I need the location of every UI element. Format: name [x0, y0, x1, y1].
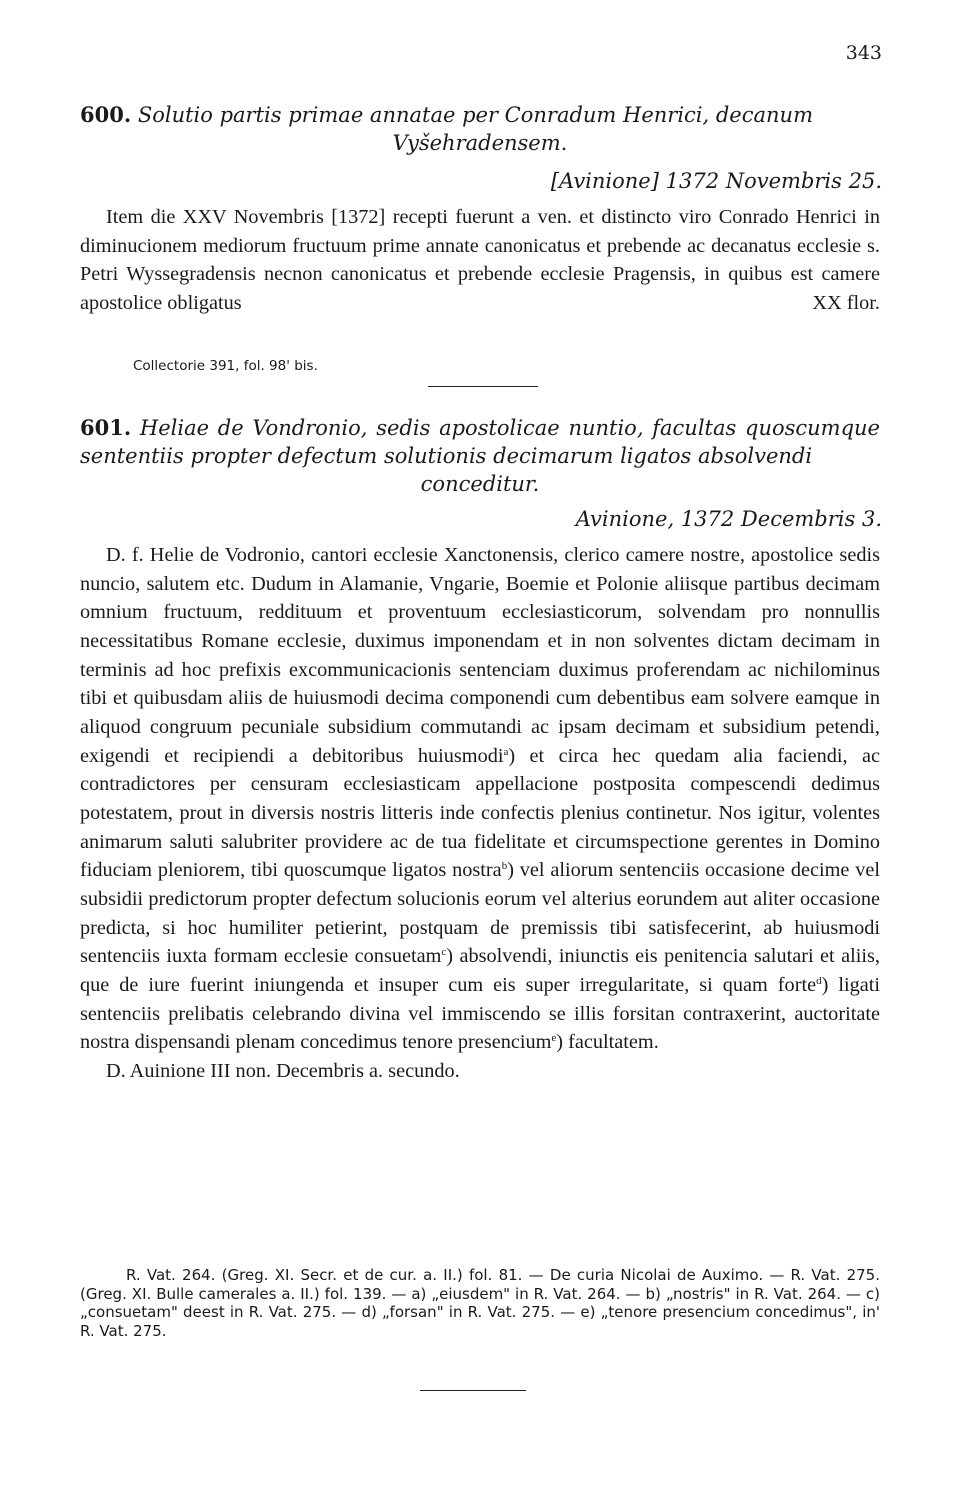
entry-601-title: Heliae de Vondronio, sedis apostolicae nuntio, facultas quoscumque sententiis propter defectum solutionis decimarum ligatos absolvendi — [80, 416, 880, 468]
entry-600-title: Solutio partis primae annatae per Conradum Henrici, decanum — [137, 103, 813, 127]
letter-text-4: ) absolvendi, iniunctis eis penitencia salutari et aliis, que de iure fuerint iniungenda et insuper cum eis super irregularitate, si quam forte — [80, 945, 880, 996]
entry-600-title-cont: Vyšehradensem. — [392, 131, 568, 155]
entry-601-notes — [80, 1266, 880, 1340]
letter-text-5: ) ligati sentenciis prelibatis celebrando divina vel immiscendo se illis forsitan contraxerint, auctoritate nostra dispensandi plenam concedimus tenore presencium — [80, 973, 880, 1054]
letter-text-3: ) vel aliorum sentenciis occasione decime vel subsidii predictorum propter defectum solucionis eorum vel alterius eorundem aut aliter occasione predicta, si hoc humiliter petierint, postquam de premissis tibi satisfecerint, ab huiusmodi sentenciis iuxta formam ecclesie consuetam — [80, 859, 880, 968]
footnote-mark-a: a — [503, 745, 509, 758]
letter-text-2: ) et circa hec quedam alia faciendi, ac contradictores per censuram ecclesiasticam appellacione postposita compescendi dedimus potestatem, prout in diversis nostris litteris inde confectis plenius continetur. Nos igitur, volentes animarum saluti salubriter providere ac de tua fidelitate et circumspectione gerentes in Domino fiduciam pleniorem, tibi quoscumque ligatos nostra — [80, 744, 880, 882]
entry-600-text: Item die XXV Novembris [1372] recepti fuerunt a ven. et distincto viro Conrado Henrici in diminucionem mediorum fructuum prime annate canonicatus et prebende ac decanatus ecclesie s. Petri Wyssegradensis necnon canonicatus et prebende ecclesie Pragensis, in quibus est camere apostolice obligatus — [80, 206, 880, 314]
footnote-mark-d: d — [816, 974, 822, 987]
entry-600-body — [80, 203, 880, 318]
section-divider — [428, 386, 538, 387]
footnote-mark-e: e — [551, 1032, 557, 1045]
entry-600-number: 600. — [80, 102, 132, 127]
letter-text-1: D. f. Helie de Vodronio, cantori ecclesie Xanctonensis, clerico camere nostre, apostolice sedis nuncio, salutem etc. Dudum in Alamanie, Vngarie, Boemie et Polonie aliisque partibus decimam omnium fructuum, reddituum et proventuum ecclesiasticorum, solvendam pro nonnullis necessitatibus Romane ecclesie, duximus imponendam et in non solventes dictam decimam in terminis ad hoc prefixis excommunicacionis sentenciam duximus proferendam ac nichilominus tibi et quibusdam aliis de huiusmodi decima componendi cum debentibus eam solvere eamque in aliquod congruum pecuniale subsidium commutandi ac ipsam decimam et subsidium petendi, exigendi et recipiendi a debitoribus huiusmodi — [80, 544, 880, 767]
critical-apparatus: R. Vat. 264. (Greg. XI. Secr. et de cur. a. II.) fol. 81. — De curia Nicolai de Auximo. — R. Vat. 275. (Greg. XI. Bulle camerales a. II.) fol. 139. — a) „eiusdem" in R. Vat. 264. — b) „nostris" in R. Vat. 264. — c) „consuetam" deest in R. Vat. 275. — d) „forsan" in R. Vat. 275. — e) „tenore presencium concedimus", in' R. Vat. 275. — [80, 1266, 880, 1340]
entry-601-heading — [80, 414, 880, 498]
entry-600-heading — [80, 101, 880, 157]
entry-600-amount: XX flor. — [812, 291, 880, 314]
entry-601-title-end: conceditur. — [420, 472, 540, 496]
footnote-mark-b: b — [501, 860, 508, 873]
page-number: 343 — [845, 42, 882, 64]
letter-text-6: ) facultatem. — [556, 1031, 659, 1054]
entry-600-source: Collectorie 391, fol. 98' bis. — [133, 358, 318, 374]
entry-601-date: Avinione, 1372 Decembris 3. — [575, 507, 882, 531]
entry-600-date: [Avinione] 1372 Novembris 25. — [550, 169, 882, 193]
entry-601-letter — [80, 541, 880, 1057]
entry-601-closing: D. Auinione III non. Decembris a. secundo. — [106, 1059, 460, 1082]
footnote-mark-c: c — [441, 946, 447, 959]
end-divider — [420, 1390, 526, 1391]
entry-601-number: 601. — [80, 415, 132, 440]
entry-601-body — [80, 541, 880, 1085]
